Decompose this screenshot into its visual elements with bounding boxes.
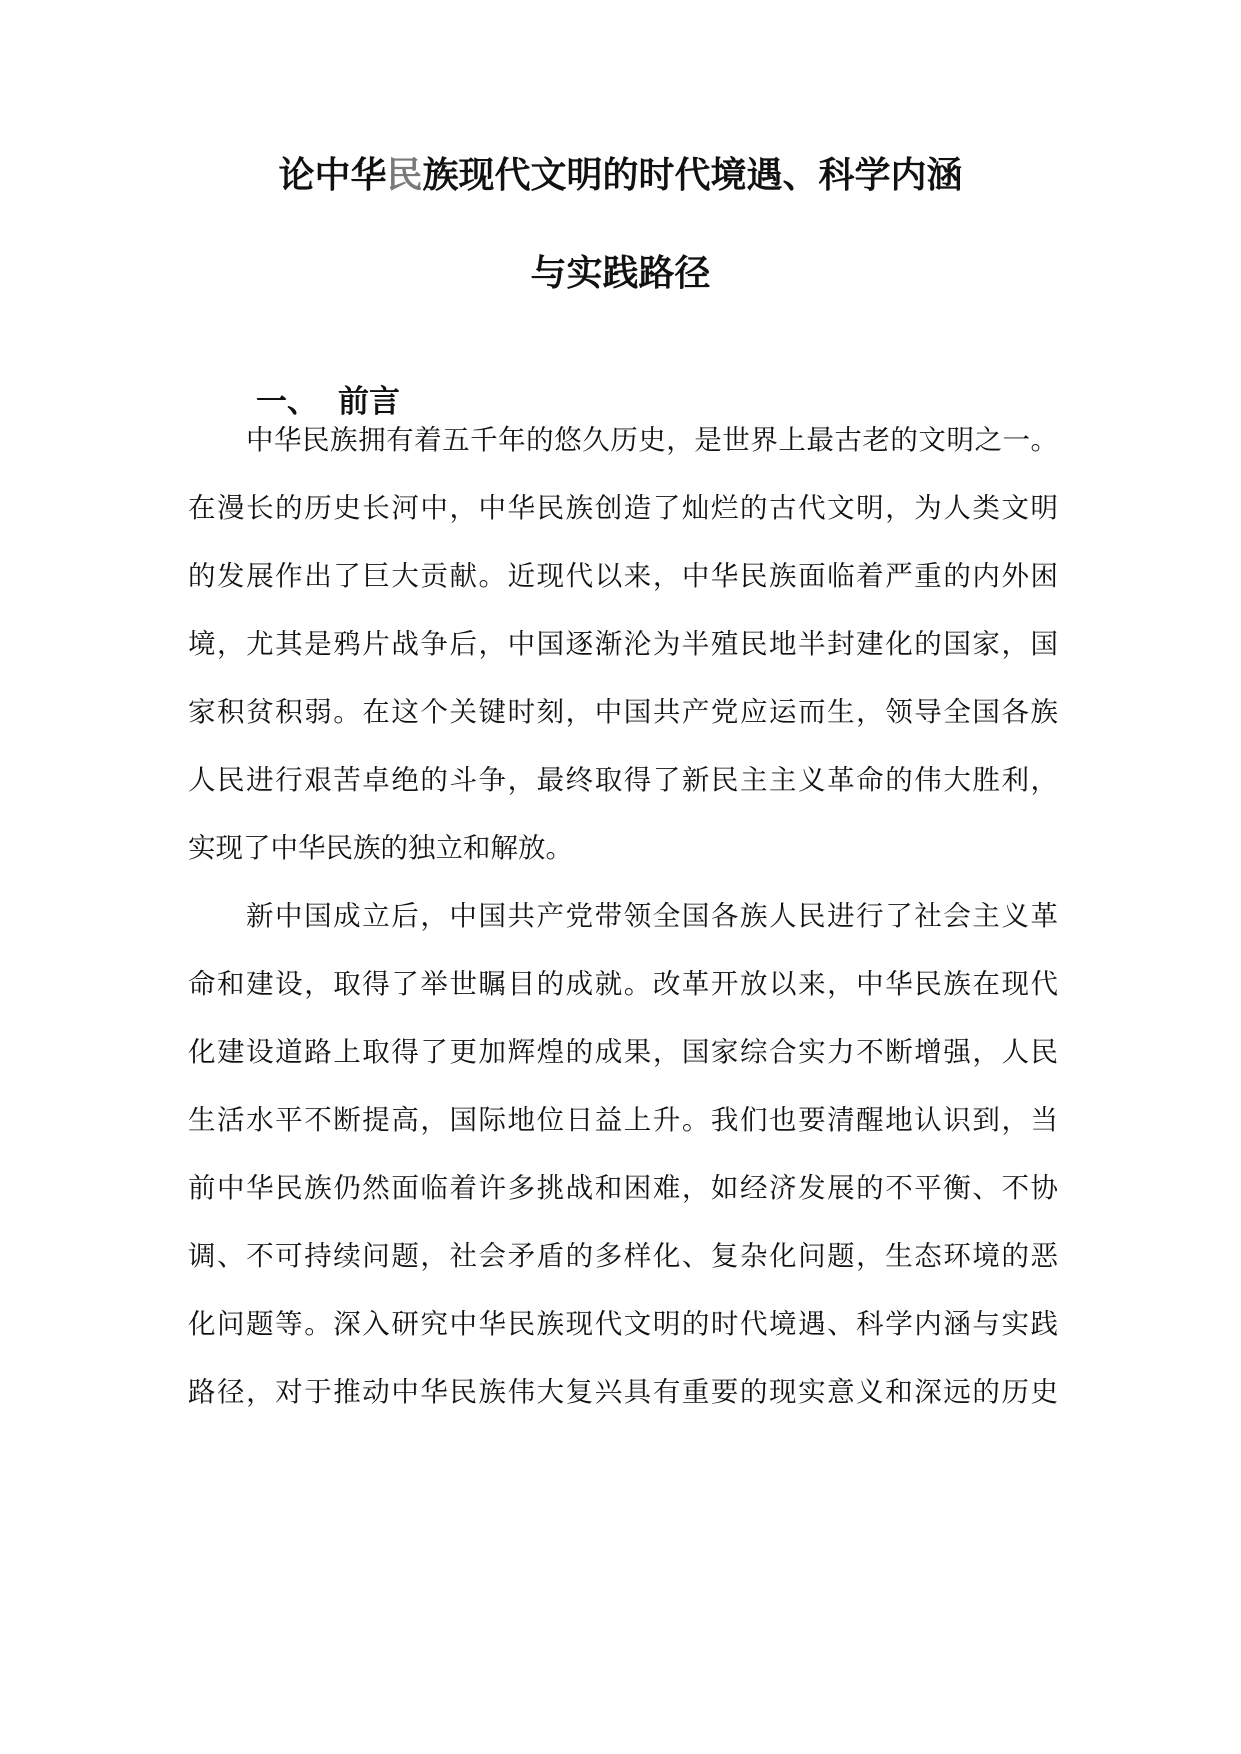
document-title-line-2: 与实践路径 (530, 253, 711, 294)
paragraph-1-line: 的发展作出了巨大贡献。近现代以来，中华民族面临着严重的内外困 (188, 560, 1058, 592)
paragraph-2-line: 化建设道路上取得了更加辉煌的成果，国家综合实力不断增强，人民 (188, 1036, 1058, 1068)
section-number: 一、 (256, 384, 318, 420)
paragraph-2-line: 命和建设，取得了举世瞩目的成就。改革开放以来，中华民族在现代 (188, 968, 1058, 1000)
document-title-line-1 (0, 152, 1241, 200)
paragraph-1-line: 境，尤其是鸦片战争后，中国逐渐沦为半殖民地半封建化的国家，国 (188, 628, 1058, 660)
title-text-end: 族现代文明的时代境遇、科学内涵 (422, 155, 963, 196)
paragraph-2-line: 路径，对于推动中华民族伟大复兴具有重要的现实意义和深远的历史 (188, 1376, 1058, 1408)
paragraph-2-line: 新中国成立后，中国共产党带领全国各族人民进行了社会主义革 (246, 900, 1058, 932)
paragraph-1-line: 在漫长的历史长河中，中华民族创造了灿烂的古代文明，为人类文明 (188, 492, 1058, 524)
paragraph-1-line: 中华民族拥有着五千年的悠久历史，是世界上最古老的文明之一。 (246, 424, 1058, 456)
paragraph-1-line: 实现了中华民族的独立和解放。 (188, 832, 573, 864)
paragraph-2-line: 调、不可持续问题，社会矛盾的多样化、复杂化问题，生态环境的恶 (188, 1240, 1058, 1272)
section-title: 前言 (338, 384, 400, 420)
paragraph-2-line: 生活水平不断提高，国际地位日益上升。我们也要清醒地认识到，当 (188, 1104, 1058, 1136)
title-text-start: 论中华 (278, 155, 387, 196)
title-highlighted-character: 民 (386, 155, 423, 196)
section-heading (256, 380, 400, 424)
paragraph-2-line: 前中华民族仍然面临着许多挑战和困难，如经济发展的不平衡、不协 (188, 1172, 1058, 1204)
paragraph-1-line: 人民进行艰苦卓绝的斗争，最终取得了新民主主义革命的伟大胜利， (188, 764, 1058, 796)
paragraph-1-line: 家积贫积弱。在这个关键时刻，中国共产党应运而生，领导全国各族 (188, 696, 1058, 728)
paragraph-2-line: 化问题等。深入研究中华民族现代文明的时代境遇、科学内涵与实践 (188, 1308, 1058, 1340)
